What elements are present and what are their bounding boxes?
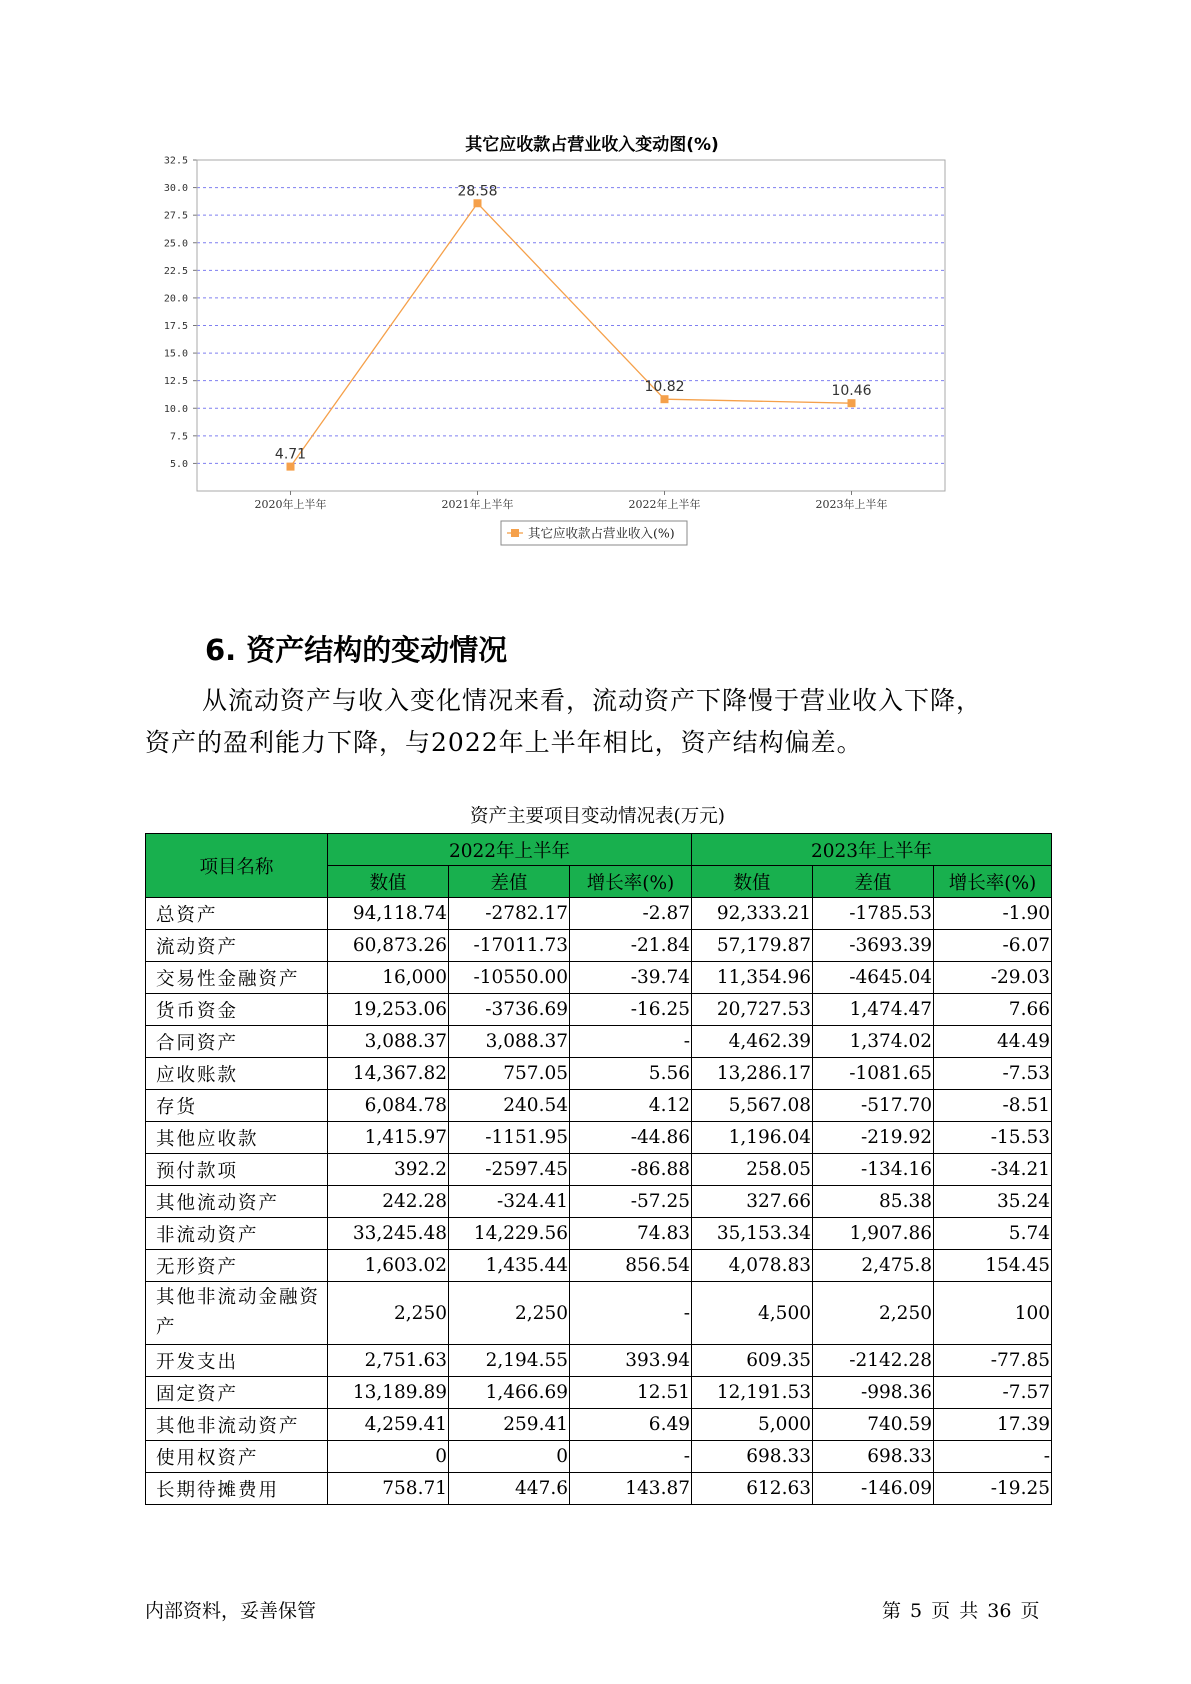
row-value: - (570, 1026, 692, 1058)
row-value: 259.41 (449, 1409, 570, 1441)
row-value: 6.49 (570, 1409, 692, 1441)
row-value: -10550.00 (449, 962, 570, 994)
data-label: 10.46 (831, 383, 872, 400)
row-value: 447.6 (449, 1473, 570, 1505)
row-value: 698.33 (813, 1441, 934, 1473)
row-value: 609.35 (692, 1345, 813, 1377)
row-value: 143.87 (570, 1473, 692, 1505)
row-value: -146.09 (813, 1473, 934, 1505)
footer-page-number: 第 5 页 共 36 页 (882, 1600, 1040, 1622)
row-value: -219.92 (813, 1122, 934, 1154)
x-tick-label: 2020年上半年 (254, 498, 327, 511)
row-value: -57.25 (570, 1186, 692, 1218)
row-value: 327.66 (692, 1186, 813, 1218)
row-value: 5.56 (570, 1058, 692, 1090)
row-value: -1.90 (934, 898, 1052, 930)
legend-marker (511, 529, 519, 537)
header-diff-2023: 差值 (813, 866, 934, 898)
row-value: 757.05 (449, 1058, 570, 1090)
row-value: -86.88 (570, 1154, 692, 1186)
row-value: 1,415.97 (328, 1122, 449, 1154)
row-value: -4645.04 (813, 962, 934, 994)
row-value: 2,194.55 (449, 1345, 570, 1377)
row-label: 预付款项 (146, 1154, 328, 1186)
row-value: 44.49 (934, 1026, 1052, 1058)
table-row (146, 898, 1052, 930)
row-value: 20,727.53 (692, 994, 813, 1026)
row-value: -21.84 (570, 930, 692, 962)
row-value: -17011.73 (449, 930, 570, 962)
header-diff-2022: 差值 (449, 866, 570, 898)
y-tick-label: 5.0 (169, 458, 188, 470)
row-value: 612.63 (692, 1473, 813, 1505)
table-row (146, 1154, 1052, 1186)
table-row (146, 1282, 1052, 1345)
row-value: 6,084.78 (328, 1090, 449, 1122)
row-value: 393.94 (570, 1345, 692, 1377)
row-value: 240.54 (449, 1090, 570, 1122)
y-tick-label: 25.0 (163, 238, 188, 250)
row-label: 无形资产 (146, 1250, 328, 1282)
row-value: -29.03 (934, 962, 1052, 994)
table-row (146, 1345, 1052, 1377)
header-period-2022: 2022年上半年 (328, 834, 692, 866)
data-point-marker (474, 199, 482, 207)
row-value: 392.2 (328, 1154, 449, 1186)
table-title: 资产主要项目变动情况表(万元) (470, 806, 725, 827)
row-value: 4,500 (692, 1282, 813, 1345)
row-value: 12.51 (570, 1377, 692, 1409)
header-row-periods (146, 834, 1052, 866)
row-value: 1,466.69 (449, 1377, 570, 1409)
row-value: -44.86 (570, 1122, 692, 1154)
row-value: 0 (328, 1441, 449, 1473)
row-label: 使用权资产 (146, 1441, 328, 1473)
row-value: 2,250 (328, 1282, 449, 1345)
row-value: 3,088.37 (328, 1026, 449, 1058)
row-value: 85.38 (813, 1186, 934, 1218)
y-tick-label: 22.5 (163, 265, 188, 277)
legend-label: 其它应收款占营业收入(%) (528, 525, 675, 541)
data-point-marker (661, 395, 669, 403)
row-label: 长期待摊费用 (146, 1473, 328, 1505)
row-label: 合同资产 (146, 1026, 328, 1058)
row-value: 258.05 (692, 1154, 813, 1186)
row-value: 100 (934, 1282, 1052, 1345)
y-tick-label: 7.5 (169, 431, 188, 443)
row-value: -6.07 (934, 930, 1052, 962)
row-label: 交易性金融资产 (146, 962, 328, 994)
table-row (146, 1409, 1052, 1441)
y-tick-label: 20.0 (163, 293, 188, 305)
row-value: 740.59 (813, 1409, 934, 1441)
data-label: 10.82 (644, 379, 685, 396)
row-value: 5,000 (692, 1409, 813, 1441)
row-value: 3,088.37 (449, 1026, 570, 1058)
row-value: -998.36 (813, 1377, 934, 1409)
header-value-2023: 数值 (692, 866, 813, 898)
row-value: 1,907.86 (813, 1218, 934, 1250)
table-row (146, 1026, 1052, 1058)
row-value: 4,462.39 (692, 1026, 813, 1058)
row-label: 非流动资产 (146, 1218, 328, 1250)
row-value: 33,245.48 (328, 1218, 449, 1250)
row-value: 0 (449, 1441, 570, 1473)
row-value: 5.74 (934, 1218, 1052, 1250)
row-value: 11,354.96 (692, 962, 813, 994)
row-value: - (934, 1441, 1052, 1473)
row-value: - (570, 1282, 692, 1345)
row-value: -134.16 (813, 1154, 934, 1186)
row-value: 1,435.44 (449, 1250, 570, 1282)
row-value: -8.51 (934, 1090, 1052, 1122)
row-value: -16.25 (570, 994, 692, 1026)
row-value: -1081.65 (813, 1058, 934, 1090)
row-label: 开发支出 (146, 1345, 328, 1377)
y-tick-label: 30.0 (163, 183, 188, 195)
row-value: 13,189.89 (328, 1377, 449, 1409)
row-value: -324.41 (449, 1186, 570, 1218)
y-tick-label: 10.0 (163, 403, 188, 415)
row-value: 19,253.06 (328, 994, 449, 1026)
data-label: 4.71 (274, 446, 307, 463)
row-value: 13,286.17 (692, 1058, 813, 1090)
row-value: 74.83 (570, 1218, 692, 1250)
table-row (146, 1250, 1052, 1282)
row-value: -517.70 (813, 1090, 934, 1122)
table-row (146, 1058, 1052, 1090)
row-value: -77.85 (934, 1345, 1052, 1377)
row-value: 14,367.82 (328, 1058, 449, 1090)
row-label: 其他应收款 (146, 1122, 328, 1154)
row-label: 其他非流动资产 (146, 1409, 328, 1441)
row-value: -39.74 (570, 962, 692, 994)
table-row (146, 994, 1052, 1026)
row-label: 货币资金 (146, 994, 328, 1026)
row-value: 35,153.34 (692, 1218, 813, 1250)
x-tick-label: 2022年上半年 (628, 498, 701, 511)
row-value: 4,259.41 (328, 1409, 449, 1441)
data-point-marker (287, 463, 295, 471)
row-value: 856.54 (570, 1250, 692, 1282)
row-label: 应收账款 (146, 1058, 328, 1090)
row-value: 16,000 (328, 962, 449, 994)
table-row (146, 1122, 1052, 1154)
row-value: 1,196.04 (692, 1122, 813, 1154)
row-value: 57,179.87 (692, 930, 813, 962)
row-value: 5,567.08 (692, 1090, 813, 1122)
header-growth-2023: 增长率(%) (934, 866, 1052, 898)
row-value: -34.21 (934, 1154, 1052, 1186)
x-tick-label: 2023年上半年 (815, 498, 888, 511)
paragraph-line-2: 资产的盈利能力下降，与2022年上半年相比，资产结构偏差。 (145, 728, 863, 757)
row-value: 154.45 (934, 1250, 1052, 1282)
table-row (146, 1218, 1052, 1250)
table-row (146, 1090, 1052, 1122)
y-tick-label: 12.5 (163, 376, 188, 388)
row-value: 92,333.21 (692, 898, 813, 930)
chart-title: 其它应收款占营业收入变动图(%) (465, 135, 719, 155)
row-label: 其他非流动金融资产 (146, 1282, 328, 1345)
row-value: 35.24 (934, 1186, 1052, 1218)
row-value: -7.57 (934, 1377, 1052, 1409)
table-row (146, 930, 1052, 962)
row-value: -19.25 (934, 1473, 1052, 1505)
asset-change-table (145, 833, 1052, 1505)
row-value: 12,191.53 (692, 1377, 813, 1409)
row-value: 1,474.47 (813, 994, 934, 1026)
row-value: -3736.69 (449, 994, 570, 1026)
table-row (146, 1473, 1052, 1505)
row-value: 758.71 (328, 1473, 449, 1505)
table-row (146, 1186, 1052, 1218)
paragraph-line-1: 从流动资产与收入变化情况来看，流动资产下降慢于营业收入下降， (202, 686, 983, 715)
header-value-2022: 数值 (328, 866, 449, 898)
row-value: 242.28 (328, 1186, 449, 1218)
row-value: -2.87 (570, 898, 692, 930)
data-point-marker (848, 399, 856, 407)
row-value: -15.53 (934, 1122, 1052, 1154)
row-value: -1785.53 (813, 898, 934, 930)
row-value: - (570, 1441, 692, 1473)
row-value: 2,751.63 (328, 1345, 449, 1377)
data-label: 28.58 (457, 183, 498, 200)
line-chart (160, 130, 1040, 600)
y-tick-label: 17.5 (163, 321, 188, 332)
header-growth-2022: 增长率(%) (570, 866, 692, 898)
table-row (146, 1441, 1052, 1473)
row-value: 1,374.02 (813, 1026, 934, 1058)
row-value: 94,118.74 (328, 898, 449, 930)
row-value: 2,250 (449, 1282, 570, 1345)
row-label: 流动资产 (146, 930, 328, 962)
y-tick-label: 15.0 (163, 348, 188, 360)
table-row (146, 962, 1052, 994)
row-label: 其他流动资产 (146, 1186, 328, 1218)
row-value: 17.39 (934, 1409, 1052, 1441)
section-title: 6. 资产结构的变动情况 (205, 633, 508, 667)
row-label: 存货 (146, 1090, 328, 1122)
row-label: 固定资产 (146, 1377, 328, 1409)
row-value: 2,475.8 (813, 1250, 934, 1282)
row-label: 总资产 (146, 898, 328, 930)
y-tick-label: 32.5 (163, 155, 188, 167)
row-value: 14,229.56 (449, 1218, 570, 1250)
row-value: 1,603.02 (328, 1250, 449, 1282)
x-tick-label: 2021年上半年 (441, 498, 514, 511)
row-value: -2142.28 (813, 1345, 934, 1377)
row-value: -1151.95 (449, 1122, 570, 1154)
row-value: 4.12 (570, 1090, 692, 1122)
header-period-2023: 2023年上半年 (692, 834, 1052, 866)
row-value: 2,250 (813, 1282, 934, 1345)
row-value: -3693.39 (813, 930, 934, 962)
row-value: 7.66 (934, 994, 1052, 1026)
row-value: -7.53 (934, 1058, 1052, 1090)
row-value: -2782.17 (449, 898, 570, 930)
row-value: 698.33 (692, 1441, 813, 1473)
footer-confidential-note: 内部资料，妥善保管 (145, 1600, 317, 1622)
y-tick-label: 27.5 (163, 210, 188, 222)
header-item-name: 项目名称 (146, 834, 328, 898)
row-value: 60,873.26 (328, 930, 449, 962)
table-row (146, 1377, 1052, 1409)
row-value: -2597.45 (449, 1154, 570, 1186)
row-value: 4,078.83 (692, 1250, 813, 1282)
